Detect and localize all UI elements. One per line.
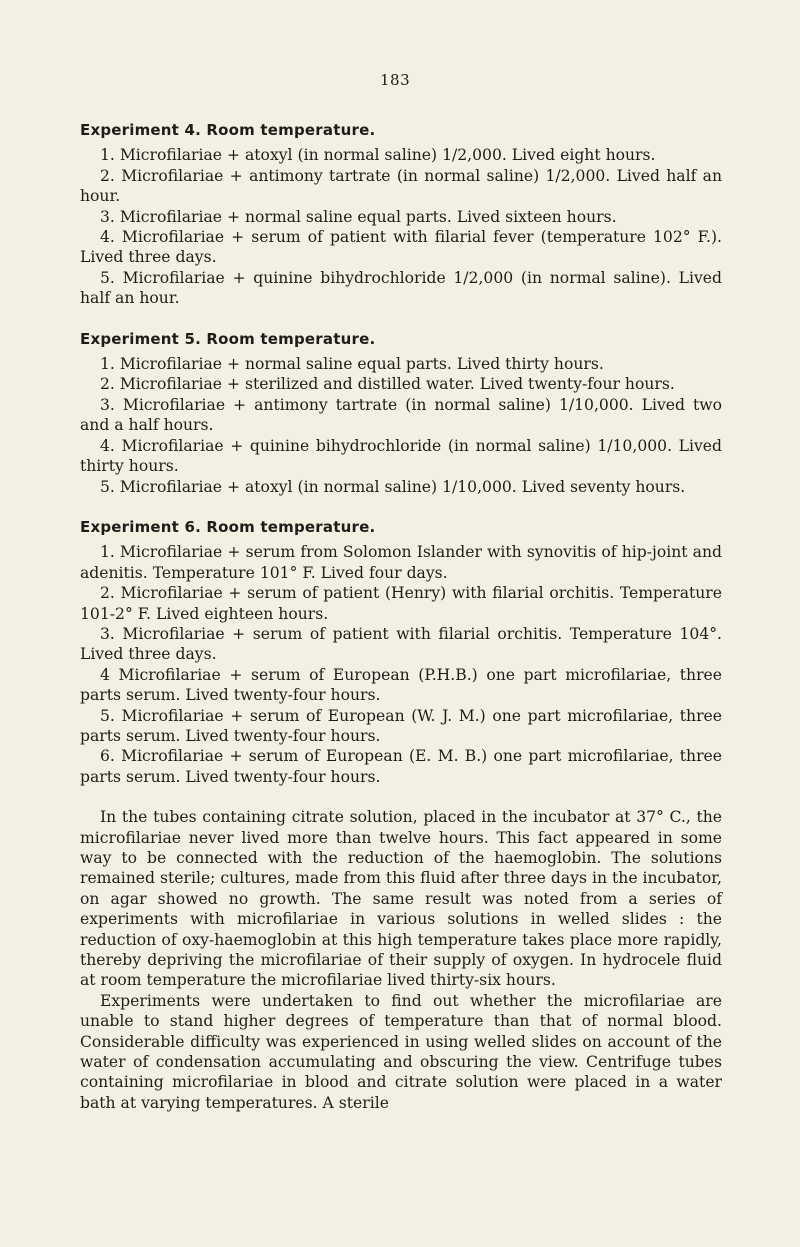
experiment-item: 5. Microfilariae + atoxyl (in normal saline) 1/10,000. Lived seventy hours. <box>100 477 686 496</box>
experiment-item: 6. Microfilariae + serum of European (E. M. B.) one part microfilariae, three parts serum. Lived twenty-four hours. <box>80 747 722 786</box>
experiment-item: 1. Microfilariae + atoxyl (in normal saline) 1/2,000. Lived eight hours. <box>100 146 656 165</box>
experiment-item: 2. Microfilariae + antimony tartrate (in normal saline) 1/2,000. Lived half an hour. <box>80 166 722 206</box>
paragraph: In the tubes containing citrate solution, placed in the incubator at 37° C., the microfilariae never lived more than twelve hours. This fact appeared in some way to be connected with the reduction of the haemoglobin. The solutions remained sterile; cultures, made from this fluid after three days in the incubator, on agar showed no growth. The same result was noted from a series of experiments with microfilariae in various solutions in welled slides : the reduction of oxy-haemoglobin at this high temperature takes place more rapidly, thereby depriving the microfilariae of their supply of oxygen. In hydrocele fluid at room temperature the microfilariae lived thirty-six hours. <box>80 808 722 990</box>
experiment-item: 1. Microfilariae + serum from Solomon Islander with synovitis of hip-joint and adenitis. Temperature 101° F. Lived four days. <box>80 543 722 582</box>
experiment-item: 4 Microfilariae + serum of European (P.H.B.) one part microfilariae, three parts serum. Lived twenty-four hours. <box>80 665 722 705</box>
experiment-item: 2. Microfilariae + serum of patient (Henry) with filarial orchitis. Temperature 101-2° F. Lived eighteen hours. <box>80 584 722 623</box>
experiment-item: 3. Microfilariae + antimony tartrate (in normal saline) 1/10,000. Lived two and a half hours. <box>80 395 722 435</box>
experiment-4-section <box>80 120 722 309</box>
experiment-item: 4. Microfilariae + serum of patient with filarial fever (temperature 102° F.). Lived three days. <box>80 228 722 267</box>
paragraph: Experiments were undertaken to find out whether the microfilariae are unable to stand higher degrees of temperature than that of normal blood. Considerable difficulty was experienced in using welled slides on account of the water of condensation accumulating and obscuring the view. Centrifuge tubes containing microfilariae in blood and citrate solution were placed in a water bath at varying temperatures. A sterile <box>80 991 722 1112</box>
experiment-5-section <box>80 329 722 497</box>
experiment-heading: Experiment 5. Room temperature. <box>80 329 376 348</box>
page-number: 183 <box>380 71 411 89</box>
experiment-item: 3. Microfilariae + normal saline equal parts. Lived sixteen hours. <box>100 207 617 226</box>
body-text <box>80 807 722 1113</box>
experiment-item: 1. Microfilariae + normal saline equal parts. Lived thirty hours. <box>100 355 604 374</box>
page-content <box>80 120 722 1113</box>
experiment-item: 3. Microfilariae + serum of patient with filarial orchitis. Temperature 104°. Lived three days. <box>80 624 722 664</box>
experiment-item: 4. Microfilariae + quinine bihydrochloride (in normal saline) 1/10,000. Lived thirty hours. <box>80 436 722 476</box>
experiment-item: 2. Microfilariae + sterilized and distilled water. Lived twenty-four hours. <box>100 375 675 394</box>
experiment-heading: Experiment 4. Room temperature. <box>80 121 376 139</box>
experiment-item: 5. Microfilariae + serum of European (W. J. M.) one part microfilariae, three parts serum. Lived twenty-four hours. <box>80 706 722 745</box>
experiment-heading: Experiment 6. Room temperature. <box>80 517 376 536</box>
experiment-item: 5. Microfilariae + quinine bihydrochloride 1/2,000 (in normal saline). Lived half an hour. <box>80 268 722 308</box>
experiment-6-section <box>80 517 722 787</box>
